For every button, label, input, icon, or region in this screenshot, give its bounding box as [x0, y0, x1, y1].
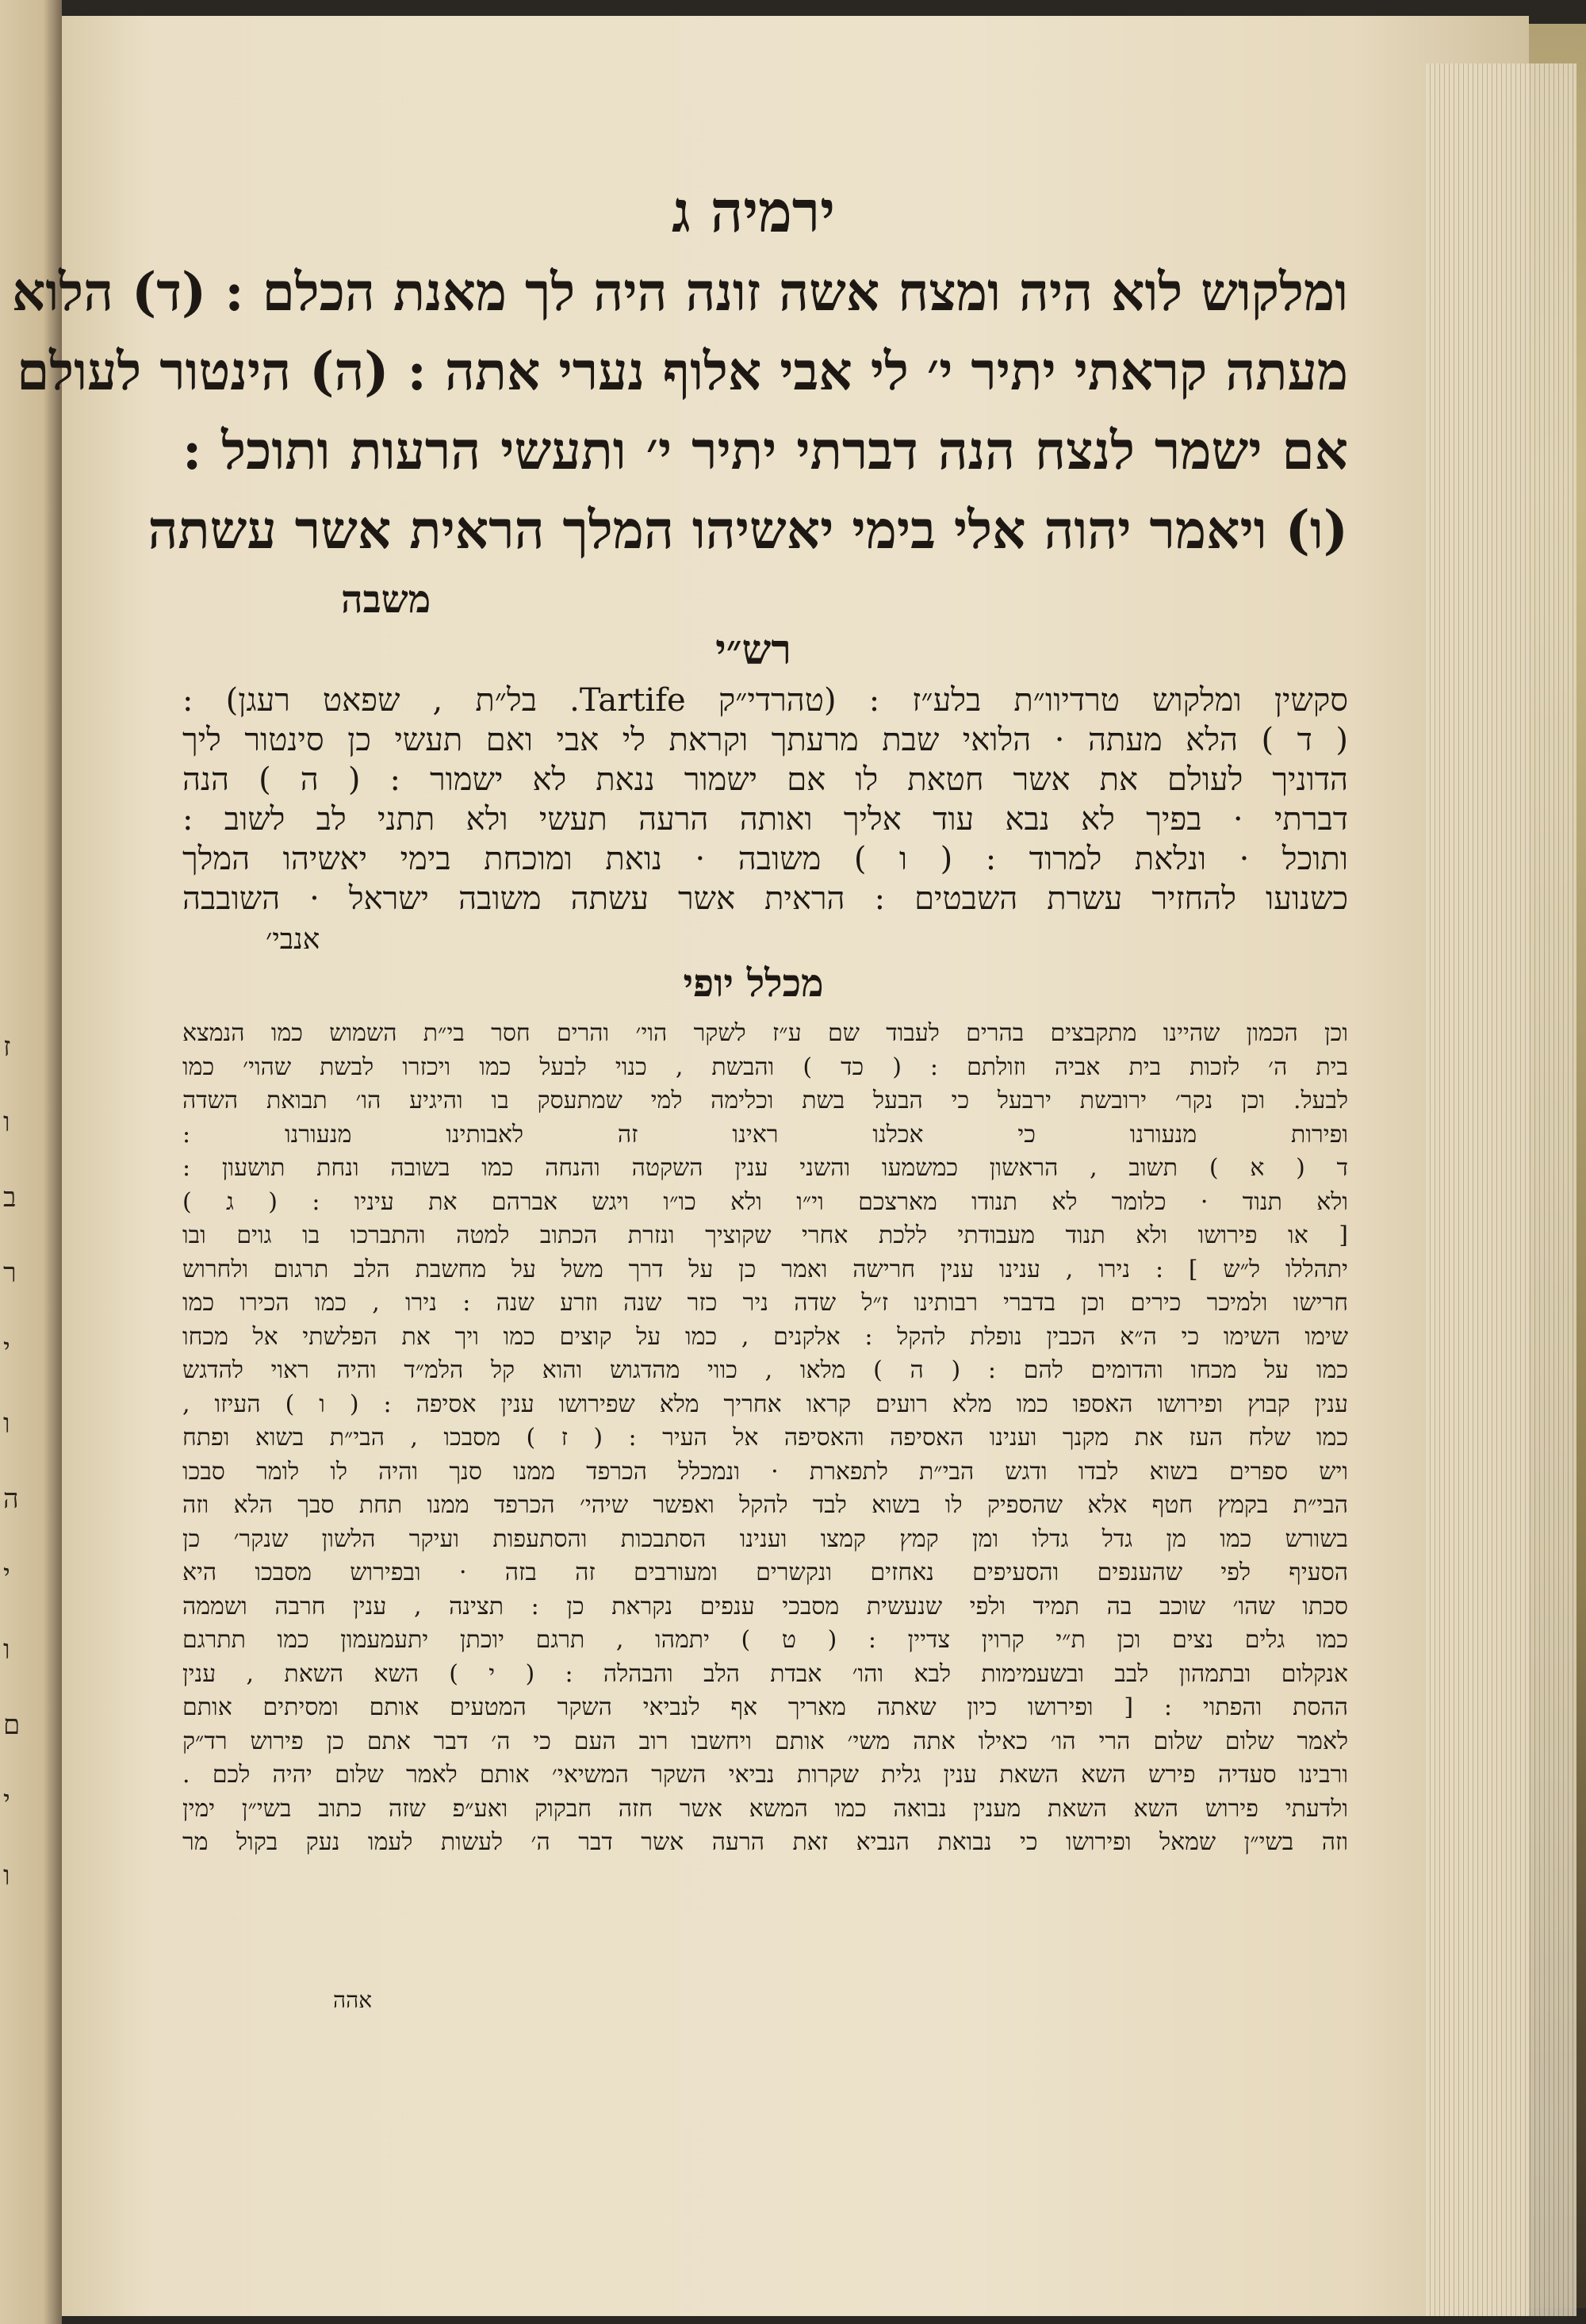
facing-page-letter: י: [3, 1785, 10, 1816]
commentary-line: וכן הכמון שהיינו מתקבצים בהרים לעבוד שם ע״ז לשקר הוי׳ והרים חסר בי״ת השמוש כמו הנמצא: [182, 1019, 1348, 1047]
chapter-title: ירמיה ג: [671, 178, 836, 245]
commentary-line: ולא תנוד · כלומר לא תנודו מארצכם וי״ו ולא כו״ו ויגש אברהם את עיניו : ( ג ): [182, 1187, 1348, 1216]
rashi-line: כשנועו להחזיר עשרת השבטים : הראית אשר עשתה משובה ישראל · השובבה: [182, 880, 1348, 917]
commentary-line: ורבינו סעדיה פירש השא השאת ענין גלית שקרות נביאי השקר המשיאי׳ אותם לאמר שלום יהיה לכם .: [182, 1761, 1348, 1789]
facing-page-letter: ם: [3, 1709, 21, 1741]
commentary-line: בשורש כמו מן גדל גדלו ומן קמץ קמצו וענינו הסתבכות והסתעפות ועיקר הלשון שנקר׳ כן: [182, 1524, 1348, 1553]
facing-page-letter: ב: [3, 1182, 17, 1214]
commentary-line: ופירות מנעורנו כי אכלנו ראינו זה לאבותינו מנעורנו :: [182, 1120, 1348, 1149]
commentary-line: ההסת והפתוי : [ ופירושו כיון שאתה מאריך אף לנביאי השקר המטעים אותם ומסיתים אותם: [182, 1693, 1348, 1721]
mikhlal-yofi-heading: מכלל יופי: [683, 961, 824, 1006]
facing-page-letter: ר: [3, 1257, 17, 1289]
page-stack-edges: [1426, 63, 1576, 2316]
commentary-line: ענין קבוץ ופירושו האספו כמו מלא רועים קראו אחריך מלא שפירושו ענין אסיפה : ( ו ) העיזו ,: [182, 1390, 1348, 1418]
catchword-mishbah: משבה: [341, 577, 431, 622]
commentary-line: אנקלום ובתמהון לבב ובשעמימות לבא והו׳ אבדת הלב והבהלה : ( י ) השא השאת , ענין: [182, 1659, 1348, 1688]
verse-line: אם ישמר לנצח הנה דברתי יתיר י׳ ותעשי הרעות ותוכל :: [182, 420, 1348, 481]
commentary-line: ולדעתי פירוש השא השאת מענין נבואה כמו המשא אשר חזה חבקוק ואע״פ שזה כתוב בשי״ן ימין: [182, 1794, 1348, 1823]
facing-page-letter: ו: [3, 1860, 10, 1892]
rashi-line: סקשין ומלקוש טרדיוו״ת בלע״ז : (טהרדי״ק Tartife. בל״ת , שפאט רעגן) :: [182, 682, 1348, 719]
commentary-line: חרישו ולמיכר כירים וכן בדברי רבותינו ז״ל שדה ניר כזר שנה וזרע שנה : נירו , כמו הכירו כמו: [182, 1289, 1348, 1317]
verse-line: (ו) ויאמר יהוה אלי בימי יאשיהו המלך הראית אשר עשתה: [147, 499, 1348, 561]
commentary-line: סכתו שהו׳ שוכב בה תמיד ולפי שנעשית מסבכי ענפים נקראת כן : תצינה , ענין חרבה ושממה: [182, 1592, 1348, 1620]
commentary-line: שימו השימו כי ה״א הכבין נופלת להקל : אלקנים , כמו על קוצים כמו ויך את הפלשתי אל מכחו: [182, 1322, 1348, 1351]
verse-line: ומלקוש לוא היה ומצח אשה זונה היה לך מאנת הכלם : (ד) הלוא: [11, 261, 1348, 323]
rashi-line: דברתי · בפיך לא נבא עוד אליך ואותה הרעה תעשי ולא תתני לב לשוב :: [182, 801, 1348, 838]
verse-line: מעתה קראתי יתיר י׳ לי אבי אלוף נערי אתה : (ה) הינטור לעולם: [17, 340, 1348, 402]
commentary-line: בית ה׳ לזכות בית אביה וזולתם : ( כד ) והבשת , כנוי לבעל כמו ויכזרו לבשת שהוי׳ כמו: [182, 1053, 1348, 1081]
facing-page-letter: ו: [3, 1106, 10, 1138]
mikhlal-yofi-commentary: [182, 1017, 1348, 1860]
rashi-line: ( ד ) הלא מעתה · הלואי שבת מרעתך וקראת לי אבי ואם תעשי כן סינטור ליך: [182, 722, 1348, 758]
commentary-line: הבי״ת בקמץ חטף אלא שהספיק לו בשוא לבד להקל ואפשר שיהי׳ הכרפד ממנו תחת סבך הלא וזה: [182, 1491, 1348, 1519]
commentary-line: ד ( א ) תשוב , הראשון כמשמעו והשני ענין השקטה והנחה כמו בשובה ונחת תושעון :: [182, 1154, 1348, 1182]
commentary-line: יתהללו ל״ש ] : נירו , ענינו ענין חרישה ואמר כן על דרך משל על מחשבת הלב תרגום ולחרוש: [182, 1255, 1348, 1283]
facing-page-letter: ו: [3, 1408, 10, 1440]
facing-page-letter: ז: [3, 1031, 11, 1063]
facing-page-letter: ו: [3, 1634, 10, 1666]
facing-page-letter: י: [3, 1333, 10, 1364]
commentary-line: כמו שלח העז את מקנך וענינו האסיפה והאסיפה אל העיר : ( ז ) מסבכו , הבי״ת בשוא ופתח: [182, 1424, 1348, 1452]
rashi-line: הדוניך לעולם את אשר חטאת לו אם ישמור ננאת לא ישמור : ( ה ) הנה: [182, 761, 1348, 798]
rashi-heading: רש״י: [715, 626, 791, 674]
rashi-commentary: [182, 681, 1348, 918]
facing-page-letter: י: [3, 1559, 10, 1590]
page-catchword: אהה: [333, 1987, 373, 2013]
commentary-line: כמו על מכחו והדומים להם : ( ה ) מלאו , כווי מהדגוש והוא קל הלמ״ד והיה ראוי להדגש: [182, 1356, 1348, 1384]
commentary-line: וזה בשי״ן שמאל ופירושו כי נבואת הנביא זאת הרעה אשר דבר ה׳ לעשות לעמו נעק בקול מר: [182, 1828, 1348, 1856]
rashi-last-word: אנבי׳: [266, 923, 320, 956]
commentary-line: לאמר שלום שלום הרי הו׳ כאילו אתה משי׳ אותם ויחשבו רוב העם כי ה׳ דבר אתם כן פירוש רד״ק: [182, 1727, 1348, 1755]
commentary-line: ויש ספרים בשוא לבדו ודגש הבי״ת לתפארת · ונמכלל הכרפד ממנו סנך והיה לו לומר סבכו: [182, 1457, 1348, 1486]
commentary-line: כמו גלים נצים וכן ת״י קרוין צדיין : ( ט ) יתמהו , תרגם יוכתן יתעמעמון כמו תתרגם: [182, 1626, 1348, 1654]
facing-page-letter: ה: [3, 1483, 19, 1515]
commentary-line: הסעיף לפי שהענפים והסעיפים נאחזים ונקשרים ומעורבים זה בזה · ובפירוש מסבכו היא: [182, 1559, 1348, 1586]
rashi-line: ותוכל · ונלאת למרוד : ( ו ) משובה · נואת ומוכחת בימי יאשיהו המלך: [182, 841, 1348, 877]
commentary-line: לבעל. וכן נקר׳ ירובשת ירבעל כי הבעל בשת וכלימה למי שמתעסק בו והיגיע הו׳ תבואת השדה: [182, 1087, 1348, 1114]
commentary-line: [ או פירושו ולא תנוד מעבודתי ללכת אחרי שקוציך ונזרת הכתוב למטה והתברכו בו גוים ובו: [182, 1221, 1348, 1249]
scripture-verses: [11, 252, 1348, 569]
